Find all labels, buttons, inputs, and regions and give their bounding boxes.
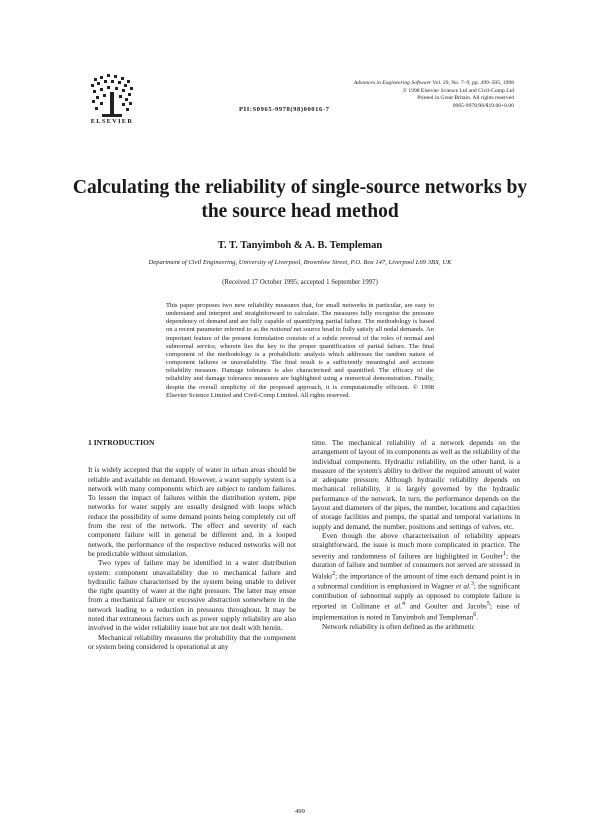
article-affiliation: Department of Civil Engineering, University of Liverpool, Brownlow Street, P.O. Box 147, Liverpool L69 3BX, UK: [148, 259, 452, 266]
article-authors: T. T. Tanyimboh & A. B. Templeman: [217, 240, 383, 251]
pii-code: PII:S0965-9978(98)00016-7: [239, 106, 330, 113]
page-number: 499: [295, 808, 305, 815]
paragraph: time. The mechanical reliability of a network depends on the arrangement of layout of its components as well as the reliability of the individual components. Hydraulic reliability, on the other hand, is a measure of the system's ability to deliver the required amount of water at adequate pressure. Although hydraulic reliability depends on mechanical reliability, it is largely governed by the hydraulic performance of the network. In turn, the performance depends on the layout and diameters of the pipes, the number, locations and capacities of storage facilities and pumps, the spatial and temporal variations in supply and demand, the number, positions and settings of valves, etc.: [312, 438, 520, 531]
citation-ref: 1: [502, 550, 506, 557]
journal-info: [254, 80, 514, 110]
journal-name: Advances in Engineering Software: [353, 80, 432, 86]
citation-ref: 3: [470, 581, 474, 588]
journal-issn: 0965-9978/98/$19.00+0.00: [452, 102, 514, 109]
right-column: [312, 438, 520, 631]
article-title: Calculating the reliability of single-source networks by the source head method: [72, 177, 528, 222]
paragraph: Two types of failure may be identified in a water distribution system: component unavailability due to mechanical failure and hydraulic failure characterised by the system being unable to deliver the right quantity of water at the right pressure. The latter may ensue from a mechanical failure or excessive abstraction somewhere in the network leading to a reduction in pressures throughout. It may be noted that extraneous factors such as power supply reliability are also involved in the wider reliability issue but are not dealt with herein.: [88, 558, 296, 633]
citation-ref: 4: [402, 601, 406, 608]
article-received-dates: (Received 17 October 1995; accepted 1 September 1997): [222, 279, 378, 286]
journal-details: Vol. 29, No. 7–9, pp. 499–505, 1998: [432, 80, 514, 86]
section-heading: 1 INTRODUCTION: [88, 438, 155, 447]
left-column: [88, 438, 296, 651]
journal-printed: Printed in Great Britain. All rights reserved: [417, 95, 514, 102]
paragraph: Network reliability is often defined as the arithmetic: [322, 621, 475, 631]
citation-ref: 5: [486, 601, 490, 608]
journal-citation: [254, 80, 514, 88]
paragraph: It is widely accepted that the supply of water in urban areas should be reliable and available on demand. However, a water supply system is a network with many components which are subject to random failures. To lessen the impact of failures within the distribution system, pipe networks for water supply are usually designed with loops which reduce the possibility of some demand points being completely cut off from the rest of the network. The effect and severity of each component failure will in general be different and, in a looped network, the performance of the respective reduced networks will not be predictable without simulation.: [88, 465, 296, 558]
abstract: This paper proposes two new reliability measures that, for small networks in particular, are easy to understand and interpret and straightforward to calculate. The measures fully recognise the pressure dependency of demand and are fully capable of quantifying partial failure. The methodology is based on a recent parameter referred to as the notional net source head to fully satisfy all nodal demands. An important feature of the present formulation consists of a subtle reversal of the roles of normal and subnormal service, wherein lies the key to the proper quantification of partial failure. The final component of the methodology is a probabilistic analysis which addresses the random nature of component failures or unavailability. The final result is a sufficiently meaningful and accurate reliability measure. Damage tolerance is also characterised and quantified. The efficacy of the reliability and damage tolerance measures are highlighted using a numerical demonstration. Finally, despite the overall simplicity of the proposed approach, it is computationally efficient. © 1998 Elsevier Science Limited and Civil-Comp Limited. All rights reserved.: [166, 302, 435, 399]
citation-ref: 2: [332, 570, 336, 577]
paragraph: Mechanical reliability measures the probability that the component or system being considered is operational at any: [88, 632, 296, 651]
publisher-logo-text: ELSEVIER: [90, 118, 134, 125]
elsevier-tree-icon: [88, 72, 136, 120]
citation-ref: 6: [473, 612, 477, 619]
journal-copyright: © 1998 Elsevier Science Ltd and Civil-Comp Ltd: [402, 87, 514, 94]
paragraph: Even though the above characterisation of reliability appears straightforward, the issue is much more complicated in practice. The severity and randomness of failures are highlighted in Goulter$^1$; the duration of failure and number of consumers not served are stressed in Walski$^2$; the importance of the amount of time each demand point is in a subnormal condition is emphasised in Wagner et al.$^3$; the significant contribution of subnormal supply as opposed to complete failure is reported in Cullinane et al.$^4$ and Goulter and Jacobs$^5$; ease of implementation is noted in Tanyimboh and Templeman$^6$.: [312, 530, 520, 622]
